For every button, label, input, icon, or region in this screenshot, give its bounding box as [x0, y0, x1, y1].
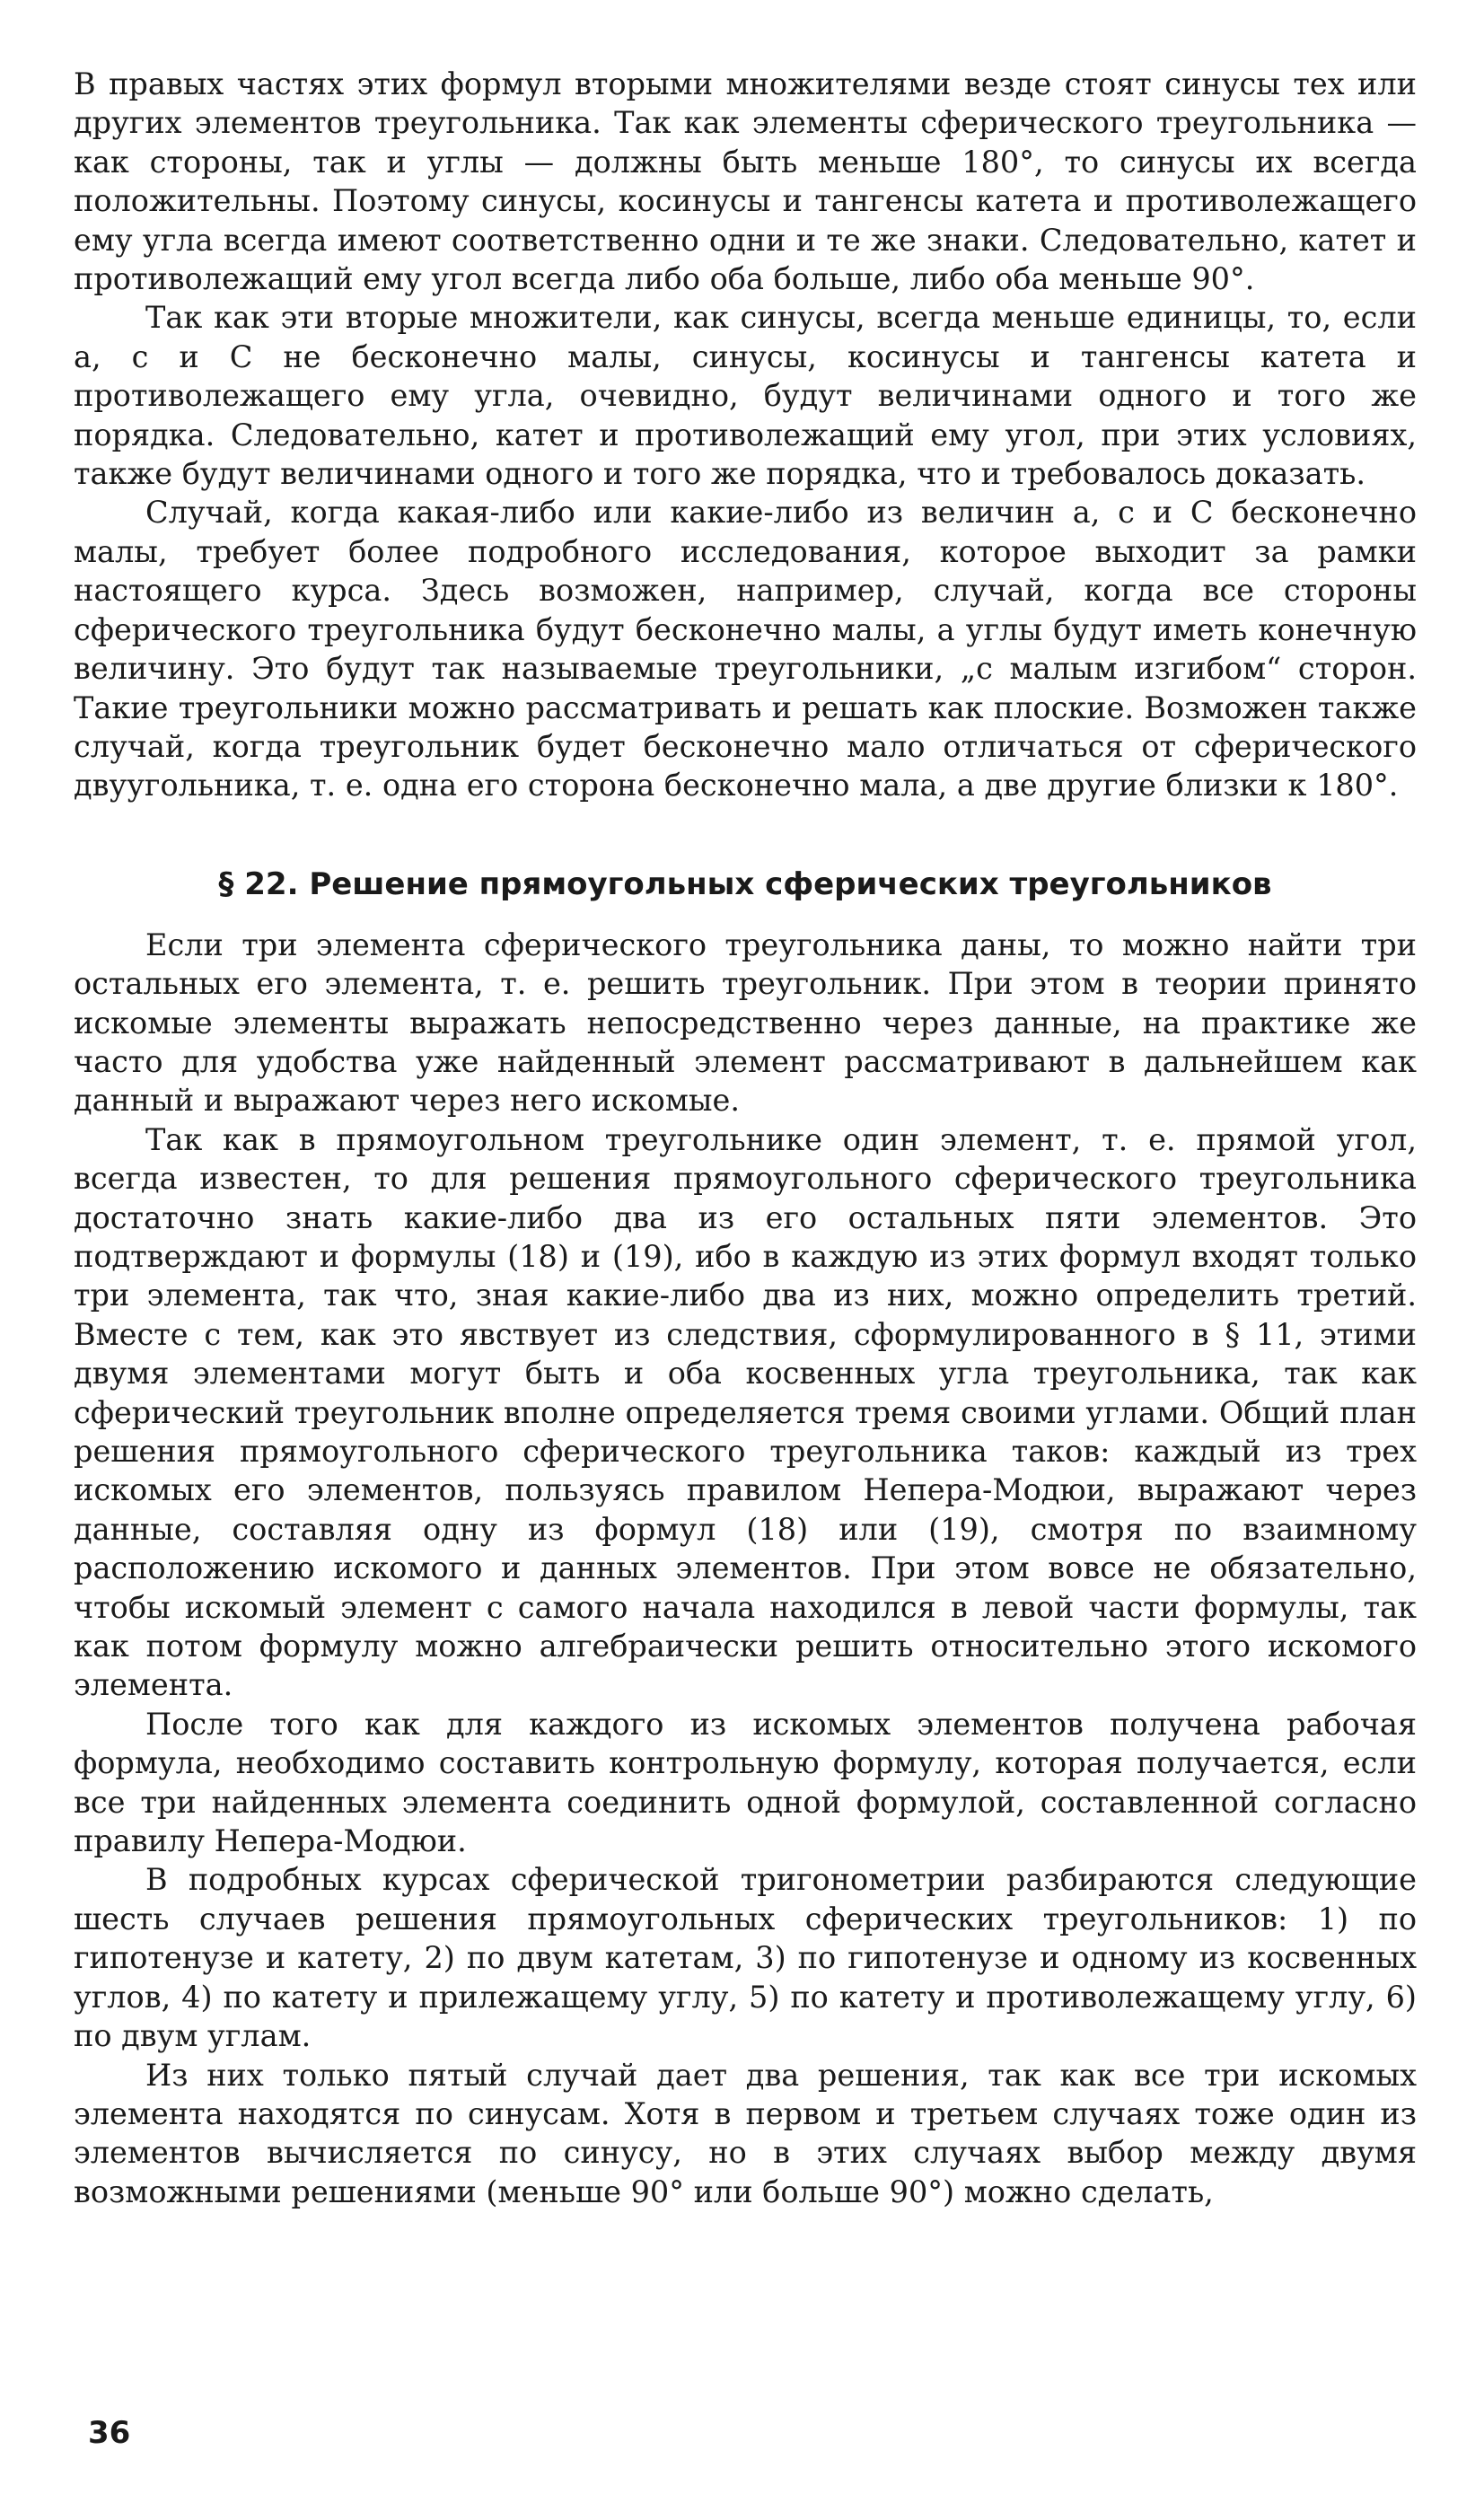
paragraph-3: Случай, когда какая-либо или какие-либо из величин a, c и C бесконечно малы, требует более подробного исследования, которое выходит за рамки настоящего курса. Здесь возможен, например, случай, когда все стороны сферического треугольника будут бесконечно малы, а углы будут иметь конечную величину. Это будут так называемые треугольники, „с малым изгибом“ сторон. Такие треугольники можно рассматривать и решать как плоские. Возможен также случай, когда треугольник будет бесконечно мало отличаться от сферического двуугольника, т. е. одна его сторона бесконечно мала, а две другие близки к 180°. [74, 495, 1417, 804]
paragraph-7: В подробных курсах сферической тригонометрии разбираются следующие шесть случаев решения прямоугольных сферических треугольников: 1) по гипотенузе и катету, 2) по двум катетам, 3) по гипотенузе и одному из косвенных углов, 4) по катету и прилежащему углу, 5) по катету и противолежащему углу, 6) по двум углам. [74, 1862, 1417, 2054]
page-number: 36 [88, 2415, 131, 2451]
paragraph-2: Так как эти вторые множители, как синусы, всегда меньше единицы, то, если a, c и C не бесконечно малы, синусы, косинусы и тангенсы катета и противолежащего ему угла, очевидно, будут величинами одного и того же порядка. Следовательно, катет и противолежащий ему угол, при этих условиях, также будут величинами одного и того же порядка, что и требовалось доказать. [74, 300, 1417, 492]
paragraph-4: Если три элемента сферического треугольника даны, то можно найти три остальных его элемента, т. е. решить треугольник. При этом в теории принято искомые элементы выражать непосредственно через данные, на практике же часто для удобства уже найденный элемент рассматривают в дальнейшем как данный и выражают через него искомые. [74, 926, 1417, 1119]
book-page [74, 65, 1417, 2211]
paragraph-5: Так как в прямоугольном треугольнике один элемент, т. е. прямой угол, всегда известен, то для решения прямоугольного сферического треугольника достаточно знать какие-либо два из его остальных пяти элементов. Это подтверждают и формулы (18) и (19), ибо в каждую из этих формул входят только три элемента, так что, зная какие-либо два из них, можно определить третий. Вместе с тем, как это явствует из следствия, сформулированного в § 11, этими двумя элементами могут быть и оба косвенных угла треугольника, так как сферический треугольник вполне определяется тремя своими углами. Общий план решения прямоугольного сферического треугольника таков: каждый из трех искомых его элементов, пользуясь правилом Непера-Модюи, выражают через данные, составляя одну из формул (18) или (19), смотря по взаимному расположению искомого и данных элементов. При этом вовсе не обязательно, чтобы искомый элемент с самого начала находился в левой части формулы, так как потом формулу можно алгебраически решить относительно этого искомого элемента. [74, 1121, 1417, 1703]
paragraph-6: После того как для каждого из искомых элементов получена рабочая формула, необходимо составить контрольную формулу, которая получается, если все три найденных элемента соединить одной формулой, составленной согласно правилу Непера-Модюи. [74, 1706, 1417, 1859]
paragraph-8: Из них только пятый случай дает два решения, так как все три искомых элемента находятся по синусам. Хотя в первом и третьем случаях тоже один из элементов вычисляется по синусу, но в этих случаях выбор между двумя возможными решениями (меньше 90° или больше 90°) можно сделать, [74, 2057, 1417, 2209]
paragraph-1: В правых частях этих формул вторыми множителями везде стоят синусы тех или других элементов треугольника. Так как элементы сферического треугольника — как стороны, так и углы — должны быть меньше 180°, то синусы их всегда положительны. Поэтому синусы, косинусы и тангенсы катета и противолежащего ему угла всегда имеют соответственно одни и те же знаки. Следовательно, катет и противолежащий ему угол всегда либо оба больше, либо оба меньше 90°. [74, 66, 1417, 297]
section-heading: § 22. Решение прямоугольных сферических треугольников [218, 865, 1272, 902]
